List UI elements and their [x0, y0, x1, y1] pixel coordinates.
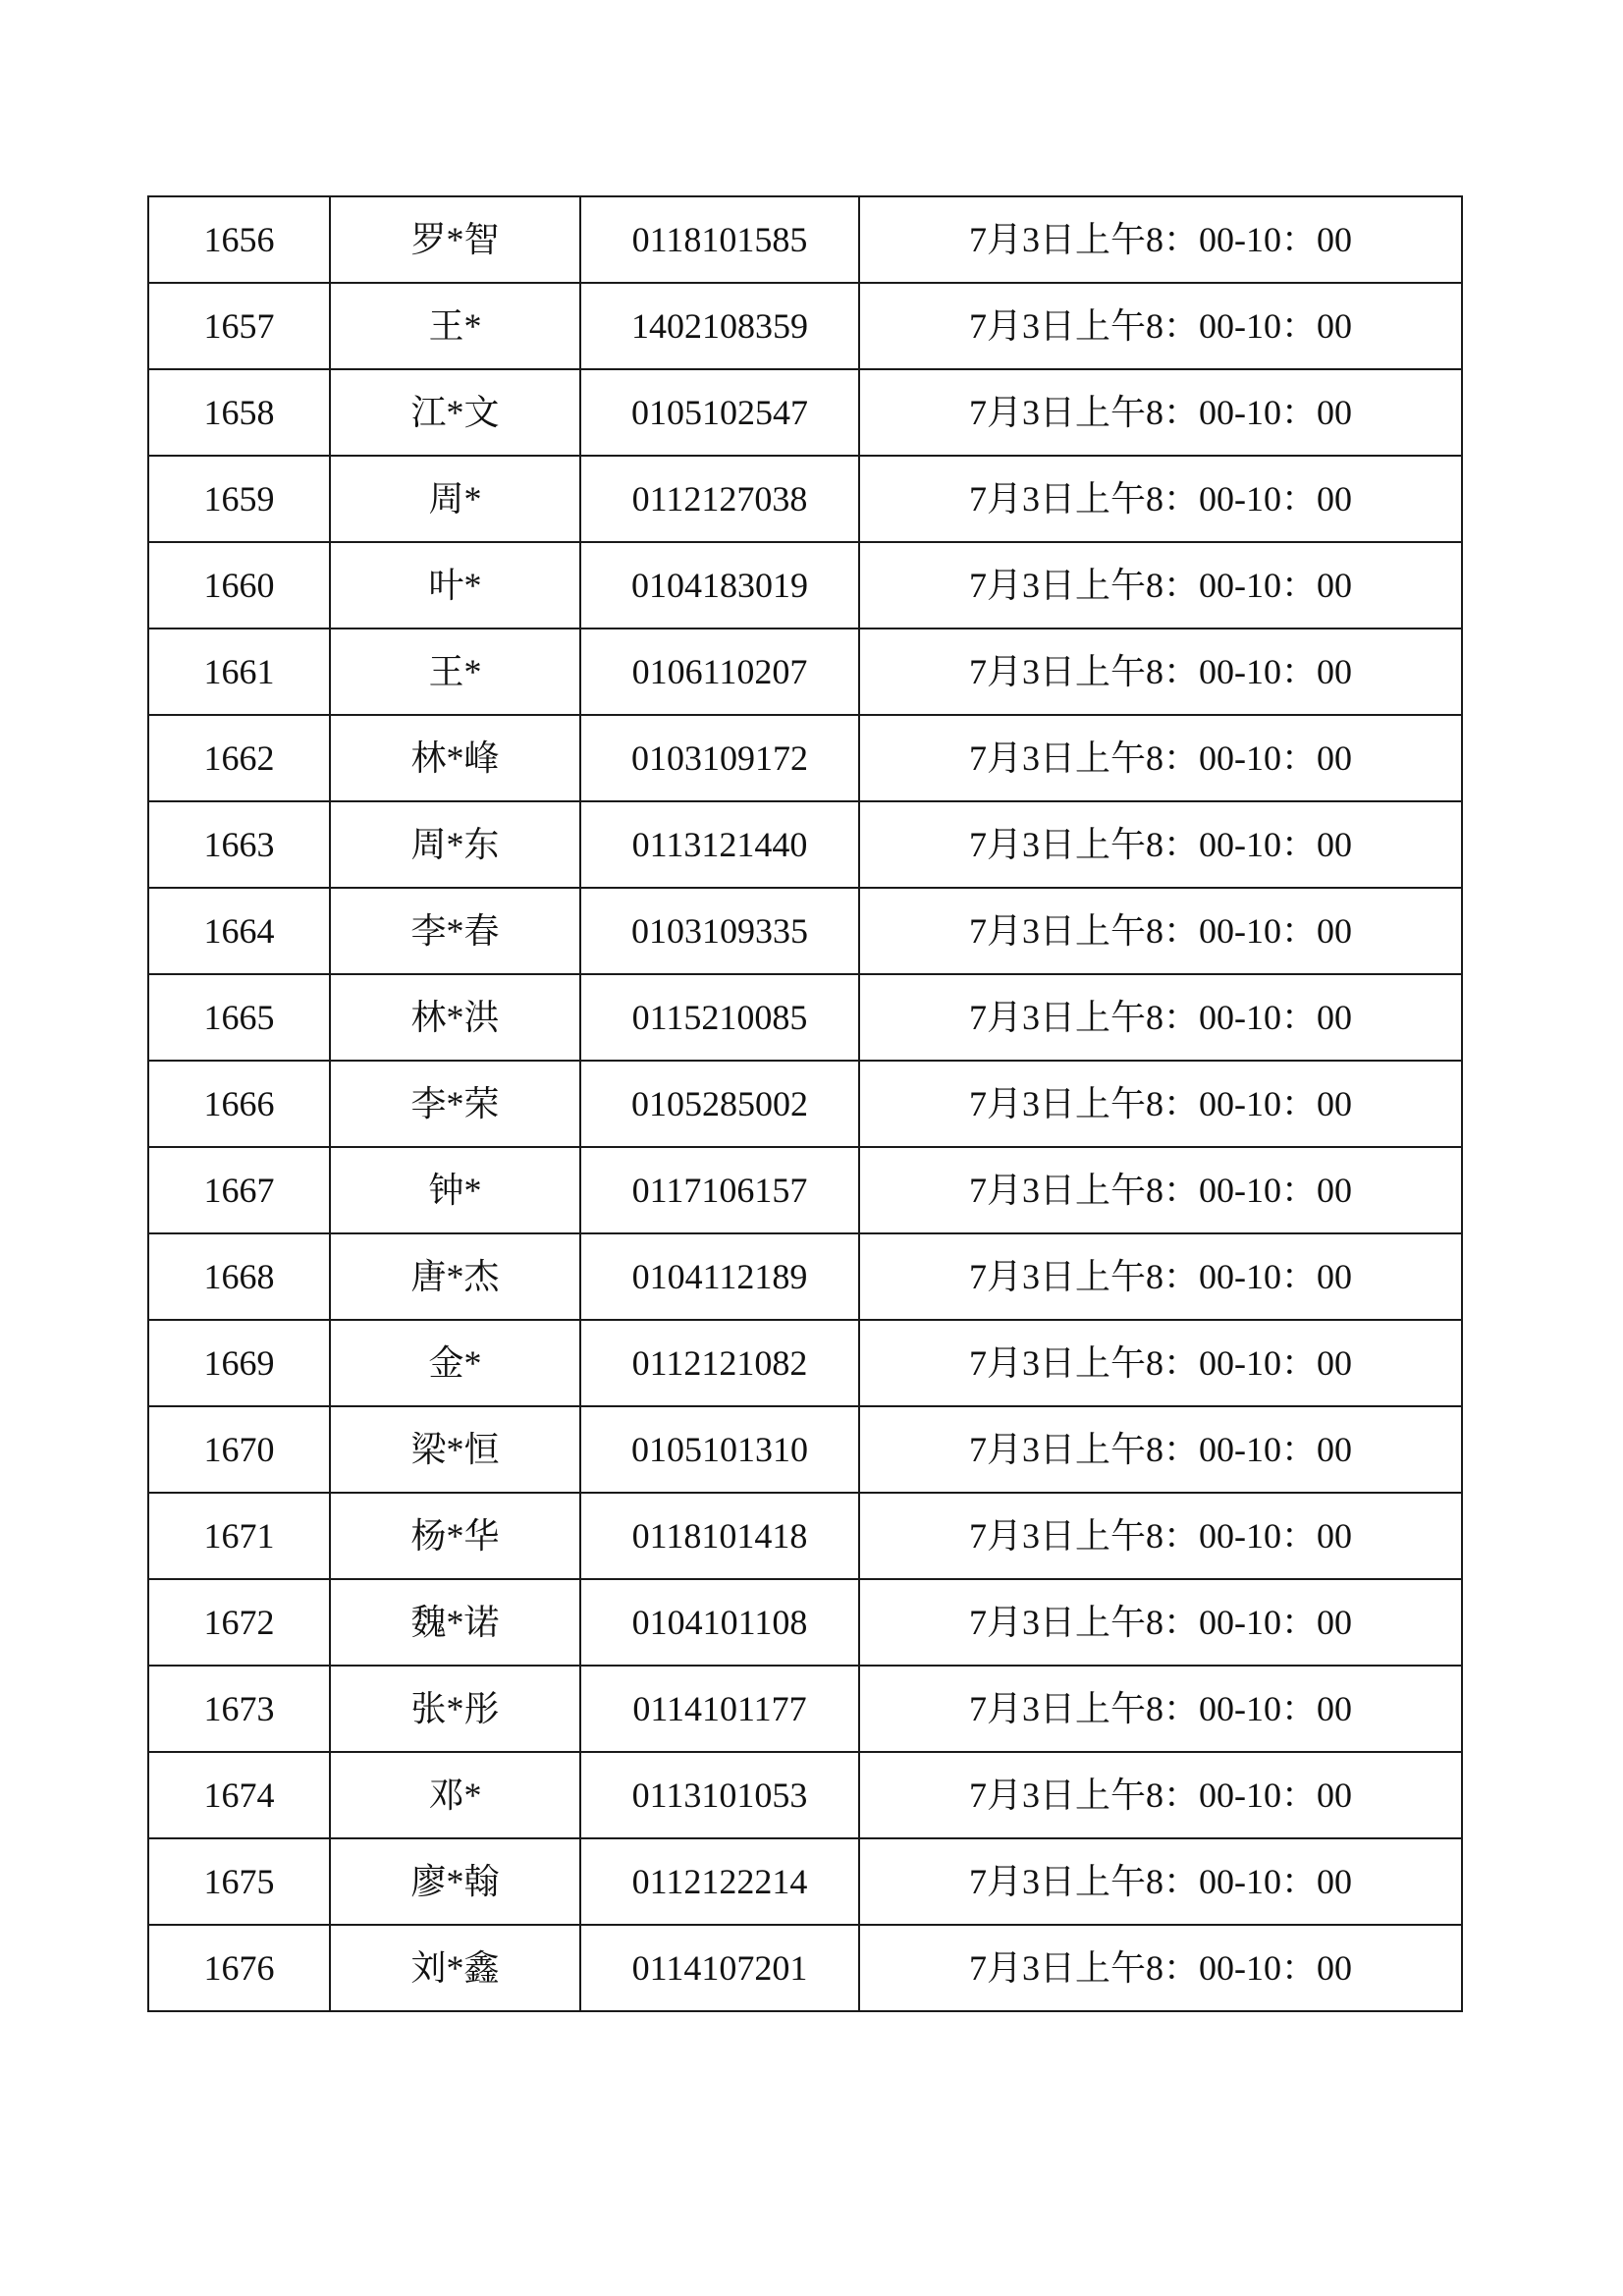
schedule-time-cell: 7月3日上午8：00-10：00 [859, 888, 1462, 974]
schedule-time-cell: 7月3日上午8：00-10：00 [859, 1752, 1462, 1838]
serial-number-cell: 1662 [148, 715, 330, 801]
table-row [148, 1925, 1462, 2011]
table-row [148, 1406, 1462, 1493]
schedule-time-cell: 7月3日上午8：00-10：00 [859, 369, 1462, 456]
candidate-name-cell: 刘*鑫 [330, 1925, 580, 2011]
candidate-name-cell: 王* [330, 283, 580, 369]
table-row [148, 801, 1462, 888]
schedule-time-cell: 7月3日上午8：00-10：00 [859, 1406, 1462, 1493]
candidate-name-cell: 廖*翰 [330, 1838, 580, 1925]
serial-number-cell: 1666 [148, 1061, 330, 1147]
schedule-time-cell: 7月3日上午8：00-10：00 [859, 1320, 1462, 1406]
candidate-name-cell: 钟* [330, 1147, 580, 1233]
serial-number-cell: 1664 [148, 888, 330, 974]
schedule-time-cell: 7月3日上午8：00-10：00 [859, 1061, 1462, 1147]
candidate-name-cell: 周*东 [330, 801, 580, 888]
serial-number-cell: 1673 [148, 1666, 330, 1752]
candidate-name-cell: 唐*杰 [330, 1233, 580, 1320]
candidate-id-cell: 0114107201 [580, 1925, 859, 2011]
table-row [148, 1579, 1462, 1666]
candidate-name-cell: 梁*恒 [330, 1406, 580, 1493]
table-row [148, 629, 1462, 715]
candidate-name-cell: 罗*智 [330, 196, 580, 283]
candidate-id-cell: 0113121440 [580, 801, 859, 888]
candidate-id-cell: 0118101585 [580, 196, 859, 283]
table-row [148, 1233, 1462, 1320]
candidate-name-cell: 李*春 [330, 888, 580, 974]
serial-number-cell: 1671 [148, 1493, 330, 1579]
serial-number-cell: 1667 [148, 1147, 330, 1233]
serial-number-cell: 1663 [148, 801, 330, 888]
schedule-time-cell: 7月3日上午8：00-10：00 [859, 1925, 1462, 2011]
schedule-time-cell: 7月3日上午8：00-10：00 [859, 801, 1462, 888]
serial-number-cell: 1665 [148, 974, 330, 1061]
candidate-name-cell: 金* [330, 1320, 580, 1406]
table-row [148, 369, 1462, 456]
table-row [148, 1752, 1462, 1838]
candidate-id-cell: 1402108359 [580, 283, 859, 369]
candidate-name-cell: 邓* [330, 1752, 580, 1838]
table-row [148, 715, 1462, 801]
serial-number-cell: 1670 [148, 1406, 330, 1493]
table-row [148, 196, 1462, 283]
schedule-time-cell: 7月3日上午8：00-10：00 [859, 1493, 1462, 1579]
candidate-id-cell: 0112121082 [580, 1320, 859, 1406]
schedule-time-cell: 7月3日上午8：00-10：00 [859, 456, 1462, 542]
candidate-name-cell: 周* [330, 456, 580, 542]
table-row [148, 1147, 1462, 1233]
candidate-id-cell: 0103109335 [580, 888, 859, 974]
serial-number-cell: 1660 [148, 542, 330, 629]
schedule-time-cell: 7月3日上午8：00-10：00 [859, 542, 1462, 629]
table-row [148, 974, 1462, 1061]
candidate-name-cell: 林*峰 [330, 715, 580, 801]
candidate-id-cell: 0105102547 [580, 369, 859, 456]
candidate-id-cell: 0117106157 [580, 1147, 859, 1233]
schedule-time-cell: 7月3日上午8：00-10：00 [859, 715, 1462, 801]
serial-number-cell: 1657 [148, 283, 330, 369]
serial-number-cell: 1668 [148, 1233, 330, 1320]
schedule-time-cell: 7月3日上午8：00-10：00 [859, 974, 1462, 1061]
table-row [148, 888, 1462, 974]
serial-number-cell: 1676 [148, 1925, 330, 2011]
candidate-id-cell: 0112127038 [580, 456, 859, 542]
schedule-time-cell: 7月3日上午8：00-10：00 [859, 1579, 1462, 1666]
candidate-name-cell: 杨*华 [330, 1493, 580, 1579]
serial-number-cell: 1658 [148, 369, 330, 456]
table-row [148, 283, 1462, 369]
candidate-id-cell: 0105101310 [580, 1406, 859, 1493]
candidate-id-cell: 0118101418 [580, 1493, 859, 1579]
serial-number-cell: 1674 [148, 1752, 330, 1838]
schedule-time-cell: 7月3日上午8：00-10：00 [859, 629, 1462, 715]
table-row [148, 1838, 1462, 1925]
candidate-id-cell: 0104183019 [580, 542, 859, 629]
serial-number-cell: 1659 [148, 456, 330, 542]
candidate-id-cell: 0112122214 [580, 1838, 859, 1925]
table-row [148, 542, 1462, 629]
schedule-time-cell: 7月3日上午8：00-10：00 [859, 283, 1462, 369]
serial-number-cell: 1661 [148, 629, 330, 715]
candidate-id-cell: 0106110207 [580, 629, 859, 715]
serial-number-cell: 1656 [148, 196, 330, 283]
candidate-name-cell: 张*彤 [330, 1666, 580, 1752]
candidate-id-cell: 0104101108 [580, 1579, 859, 1666]
candidate-name-cell: 叶* [330, 542, 580, 629]
table-row [148, 1320, 1462, 1406]
candidate-id-cell: 0114101177 [580, 1666, 859, 1752]
candidate-id-cell: 0105285002 [580, 1061, 859, 1147]
serial-number-cell: 1672 [148, 1579, 330, 1666]
candidate-id-cell: 0113101053 [580, 1752, 859, 1838]
schedule-time-cell: 7月3日上午8：00-10：00 [859, 196, 1462, 283]
candidate-id-cell: 0104112189 [580, 1233, 859, 1320]
candidate-name-cell: 江*文 [330, 369, 580, 456]
table-row [148, 1666, 1462, 1752]
candidate-id-cell: 0115210085 [580, 974, 859, 1061]
serial-number-cell: 1669 [148, 1320, 330, 1406]
roster-table-body [148, 196, 1462, 2011]
serial-number-cell: 1675 [148, 1838, 330, 1925]
schedule-time-cell: 7月3日上午8：00-10：00 [859, 1666, 1462, 1752]
candidate-name-cell: 魏*诺 [330, 1579, 580, 1666]
table-row [148, 1061, 1462, 1147]
table-row [148, 456, 1462, 542]
roster-table [147, 195, 1463, 2012]
schedule-time-cell: 7月3日上午8：00-10：00 [859, 1838, 1462, 1925]
table-row [148, 1493, 1462, 1579]
candidate-name-cell: 王* [330, 629, 580, 715]
candidate-id-cell: 0103109172 [580, 715, 859, 801]
schedule-time-cell: 7月3日上午8：00-10：00 [859, 1233, 1462, 1320]
candidate-name-cell: 李*荣 [330, 1061, 580, 1147]
candidate-name-cell: 林*洪 [330, 974, 580, 1061]
schedule-time-cell: 7月3日上午8：00-10：00 [859, 1147, 1462, 1233]
